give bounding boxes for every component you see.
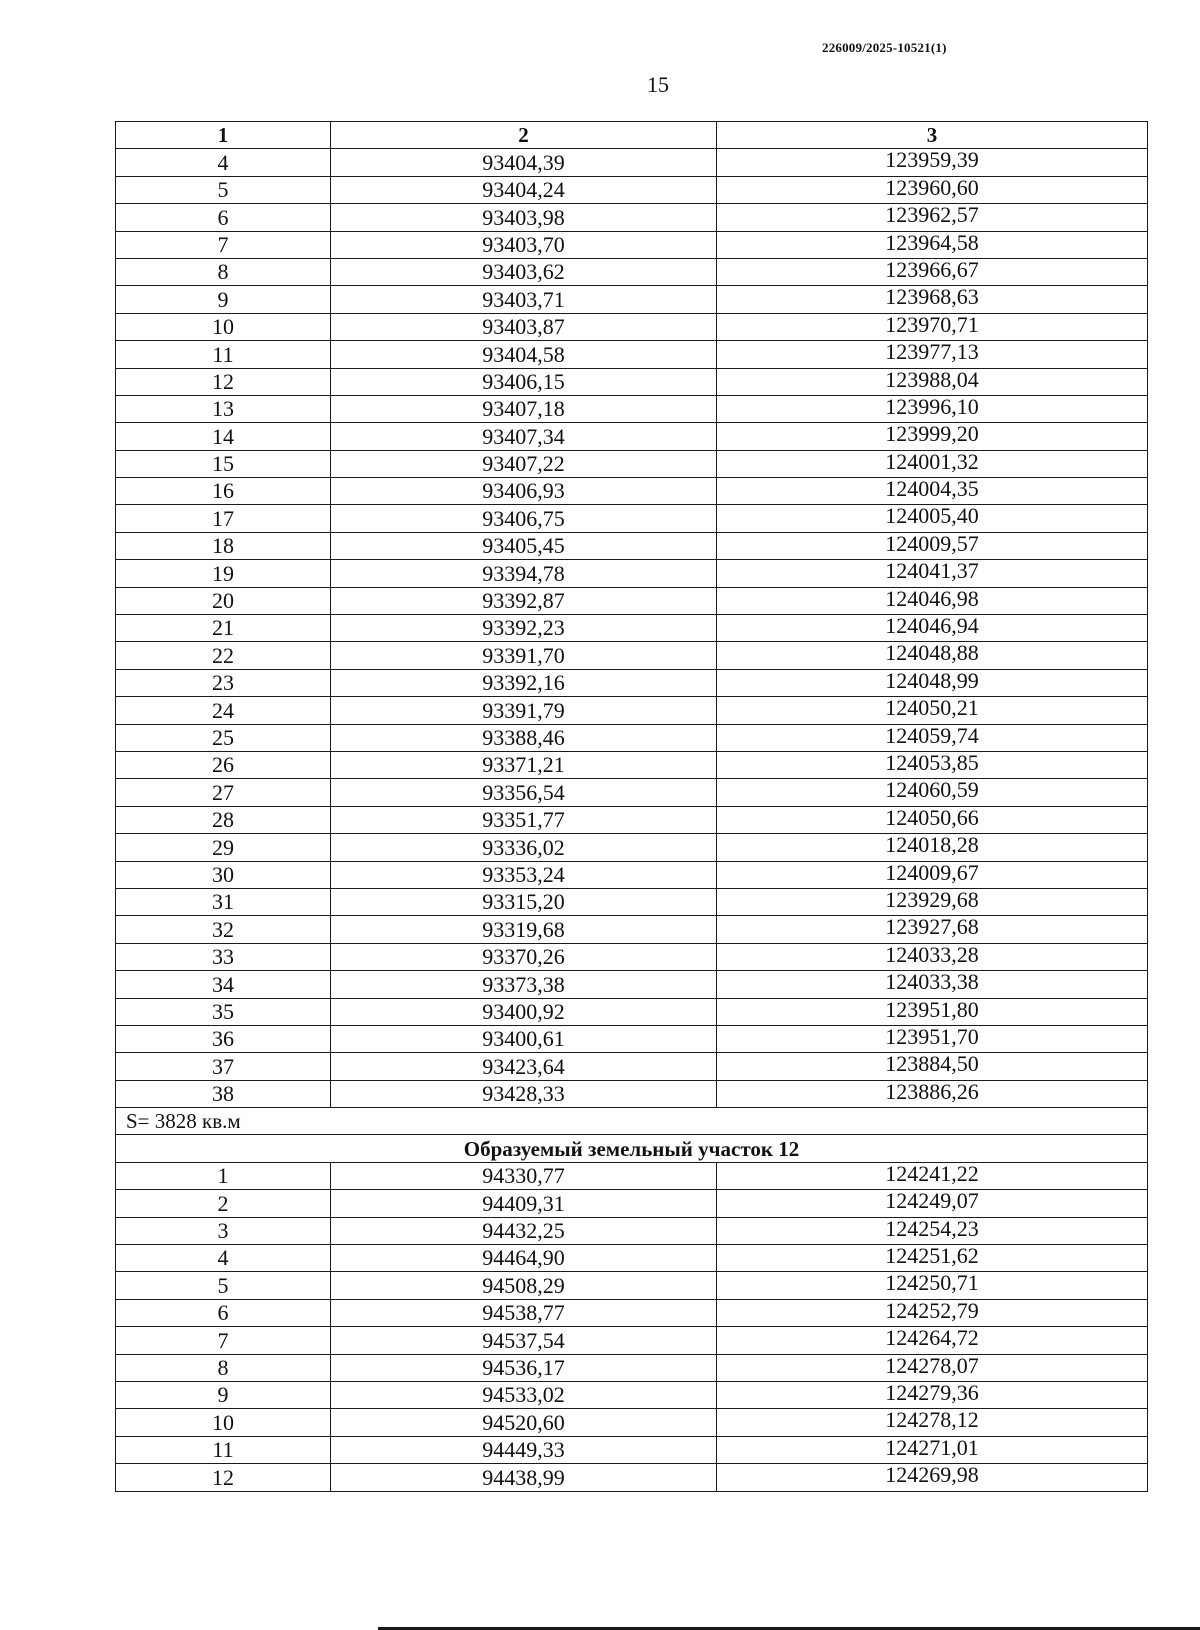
coordinate-y-cell: 124251,62 (717, 1245, 1148, 1272)
coordinate-x-cell: 93315,20 (331, 888, 717, 915)
area-label: S= 3828 кв.м (116, 1108, 1148, 1135)
coordinate-y-cell: 124050,66 (717, 806, 1148, 833)
coordinate-x-cell: 93391,70 (331, 642, 717, 669)
point-number-cell: 11 (116, 1436, 331, 1463)
point-number-cell: 8 (116, 1354, 331, 1381)
coordinate-y-cell: 124264,72 (717, 1327, 1148, 1354)
coordinate-x-cell: 93428,33 (331, 1080, 717, 1107)
coordinate-x-cell: 94538,77 (331, 1299, 717, 1326)
point-number-cell: 31 (116, 888, 331, 915)
point-number-cell: 13 (116, 395, 331, 422)
coordinate-x-cell: 93392,23 (331, 615, 717, 642)
point-number-cell: 10 (116, 313, 331, 340)
coordinate-y-cell: 124009,67 (717, 861, 1148, 888)
table-row (116, 998, 1148, 1025)
coordinate-x-cell: 94330,77 (331, 1162, 717, 1189)
point-number-cell: 1 (116, 1162, 331, 1189)
coordinate-x-cell: 93404,39 (331, 149, 717, 176)
point-number-cell: 6 (116, 204, 331, 231)
coordinate-y-cell: 123951,80 (717, 998, 1148, 1025)
coordinate-x-cell: 93392,16 (331, 669, 717, 696)
point-number-cell: 5 (116, 176, 331, 203)
table-row (116, 587, 1148, 614)
table-row (116, 231, 1148, 258)
coordinate-y-cell: 124278,07 (717, 1354, 1148, 1381)
column-header-2: 2 (331, 122, 717, 149)
coordinate-x-cell: 94520,60 (331, 1409, 717, 1436)
rows-section-b (116, 1162, 1148, 1491)
point-number-cell: 12 (116, 1464, 331, 1491)
coordinate-x-cell: 93400,61 (331, 1025, 717, 1052)
coordinate-y-cell: 124033,28 (717, 943, 1148, 970)
coordinate-y-cell: 123966,67 (717, 258, 1148, 285)
table-header-row (116, 122, 1148, 149)
table-row (116, 1080, 1148, 1107)
point-number-cell: 4 (116, 149, 331, 176)
table-row (116, 642, 1148, 669)
table-row (116, 888, 1148, 915)
coordinate-x-cell: 93353,24 (331, 861, 717, 888)
table-row (116, 1272, 1148, 1299)
coordinate-y-cell: 124250,71 (717, 1272, 1148, 1299)
table-row (116, 724, 1148, 751)
coordinate-x-cell: 94533,02 (331, 1381, 717, 1408)
coordinate-x-cell: 94432,25 (331, 1217, 717, 1244)
point-number-cell: 36 (116, 1025, 331, 1052)
coordinate-y-cell: 124050,21 (717, 697, 1148, 724)
coordinate-y-cell: 124254,23 (717, 1217, 1148, 1244)
coordinate-y-cell: 124001,32 (717, 450, 1148, 477)
coordinate-y-cell: 124048,99 (717, 669, 1148, 696)
table-row (116, 916, 1148, 943)
point-number-cell: 25 (116, 724, 331, 751)
coordinate-x-cell: 94508,29 (331, 1272, 717, 1299)
coordinate-y-cell: 123964,58 (717, 231, 1148, 258)
point-number-cell: 38 (116, 1080, 331, 1107)
coordinate-y-cell: 124059,74 (717, 724, 1148, 751)
coordinate-x-cell: 94464,90 (331, 1245, 717, 1272)
table-row (116, 806, 1148, 833)
coordinate-y-cell: 123968,63 (717, 286, 1148, 313)
coordinate-y-cell: 124004,35 (717, 478, 1148, 505)
coordinate-x-cell: 93406,93 (331, 478, 717, 505)
point-number-cell: 4 (116, 1245, 331, 1272)
coordinate-x-cell: 94536,17 (331, 1354, 717, 1381)
table-row (116, 1190, 1148, 1217)
point-number-cell: 33 (116, 943, 331, 970)
coordinate-y-cell: 123960,60 (717, 176, 1148, 203)
coordinate-y-cell: 124053,85 (717, 751, 1148, 778)
coordinate-y-cell: 124018,28 (717, 834, 1148, 861)
table-row (116, 1025, 1148, 1052)
point-number-cell: 3 (116, 1217, 331, 1244)
coordinate-y-cell: 123929,68 (717, 888, 1148, 915)
point-number-cell: 6 (116, 1299, 331, 1326)
point-number-cell: 15 (116, 450, 331, 477)
summary-section (116, 1108, 1148, 1163)
point-number-cell: 19 (116, 560, 331, 587)
column-header-1: 1 (116, 122, 331, 149)
coordinate-x-cell: 93407,18 (331, 395, 717, 422)
coordinate-y-cell: 124033,38 (717, 971, 1148, 998)
document-number: 226009/2025-10521(1) (822, 40, 947, 55)
coordinate-x-cell: 94438,99 (331, 1464, 717, 1491)
coordinate-x-cell: 93351,77 (331, 806, 717, 833)
coordinate-y-cell: 124046,98 (717, 587, 1148, 614)
table-row (116, 176, 1148, 203)
coordinate-y-cell: 123988,04 (717, 368, 1148, 395)
coordinate-y-cell: 123959,39 (717, 149, 1148, 176)
table-row (116, 1053, 1148, 1080)
table-row (116, 395, 1148, 422)
point-number-cell: 24 (116, 697, 331, 724)
table-row (116, 1436, 1148, 1463)
coordinate-y-cell: 124009,57 (717, 532, 1148, 559)
coordinate-x-cell: 93404,58 (331, 341, 717, 368)
section-title: Образуемый земельный участок 12 (116, 1135, 1148, 1162)
table-row (116, 779, 1148, 806)
table-row (116, 204, 1148, 231)
coordinate-x-cell: 93406,75 (331, 505, 717, 532)
coordinate-y-cell: 123951,70 (717, 1025, 1148, 1052)
table-row (116, 943, 1148, 970)
table-row (116, 861, 1148, 888)
table-row (116, 450, 1148, 477)
coordinate-y-cell: 124041,37 (717, 560, 1148, 587)
section-title-row (116, 1135, 1148, 1162)
coordinate-y-cell: 124252,79 (717, 1299, 1148, 1326)
coordinate-y-cell: 124241,22 (717, 1162, 1148, 1189)
point-number-cell: 9 (116, 1381, 331, 1408)
coordinate-y-cell: 124046,94 (717, 615, 1148, 642)
coordinate-y-cell: 123962,57 (717, 204, 1148, 231)
point-number-cell: 18 (116, 532, 331, 559)
coordinate-x-cell: 93400,92 (331, 998, 717, 1025)
point-number-cell: 37 (116, 1053, 331, 1080)
table-row (116, 341, 1148, 368)
point-number-cell: 5 (116, 1272, 331, 1299)
coordinate-y-cell: 123999,20 (717, 423, 1148, 450)
coordinate-x-cell: 93406,15 (331, 368, 717, 395)
coordinate-y-cell: 123996,10 (717, 395, 1148, 422)
table-row (116, 697, 1148, 724)
coordinate-x-cell: 93404,24 (331, 176, 717, 203)
table-row (116, 1245, 1148, 1272)
coordinate-x-cell: 93336,02 (331, 834, 717, 861)
coordinate-x-cell: 94449,33 (331, 1436, 717, 1463)
table-row (116, 286, 1148, 313)
column-header-3: 3 (717, 122, 1148, 149)
table-row (116, 505, 1148, 532)
table-row (116, 149, 1148, 176)
point-number-cell: 28 (116, 806, 331, 833)
coordinate-x-cell: 94537,54 (331, 1327, 717, 1354)
coordinate-y-cell: 124278,12 (717, 1409, 1148, 1436)
coordinate-x-cell: 93391,79 (331, 697, 717, 724)
coordinate-x-cell: 93388,46 (331, 724, 717, 751)
coordinate-x-cell: 93403,71 (331, 286, 717, 313)
coordinate-x-cell: 93403,98 (331, 204, 717, 231)
coordinate-x-cell: 93403,87 (331, 313, 717, 340)
coordinate-y-cell: 123970,71 (717, 313, 1148, 340)
coordinate-x-cell: 93371,21 (331, 751, 717, 778)
coordinate-y-cell: 124060,59 (717, 779, 1148, 806)
coordinate-y-cell: 124269,98 (717, 1464, 1148, 1491)
table-row (116, 532, 1148, 559)
coordinate-x-cell: 93423,64 (331, 1053, 717, 1080)
table-row (116, 423, 1148, 450)
coordinate-x-cell: 93356,54 (331, 779, 717, 806)
rows-section-a (116, 149, 1148, 1108)
point-number-cell: 35 (116, 998, 331, 1025)
table-row (116, 1464, 1148, 1491)
table-row (116, 1299, 1148, 1326)
point-number-cell: 7 (116, 1327, 331, 1354)
point-number-cell: 22 (116, 642, 331, 669)
coordinate-y-cell: 123927,68 (717, 916, 1148, 943)
area-row (116, 1108, 1148, 1135)
coordinate-x-cell: 93319,68 (331, 916, 717, 943)
point-number-cell: 30 (116, 861, 331, 888)
point-number-cell: 23 (116, 669, 331, 696)
coordinate-y-cell: 123886,26 (717, 1080, 1148, 1107)
coordinate-y-cell: 123884,50 (717, 1053, 1148, 1080)
coordinate-x-cell: 93403,62 (331, 258, 717, 285)
coordinate-x-cell: 93407,34 (331, 423, 717, 450)
coordinate-x-cell: 93403,70 (331, 231, 717, 258)
point-number-cell: 34 (116, 971, 331, 998)
coordinate-y-cell: 123977,13 (717, 341, 1148, 368)
point-number-cell: 2 (116, 1190, 331, 1217)
point-number-cell: 26 (116, 751, 331, 778)
coordinate-x-cell: 93394,78 (331, 560, 717, 587)
table-row (116, 258, 1148, 285)
point-number-cell: 8 (116, 258, 331, 285)
coordinate-x-cell: 93407,22 (331, 450, 717, 477)
point-number-cell: 9 (116, 286, 331, 313)
table-row (116, 1327, 1148, 1354)
table-row (116, 1217, 1148, 1244)
coordinate-x-cell: 94409,31 (331, 1190, 717, 1217)
point-number-cell: 16 (116, 478, 331, 505)
table-row (116, 669, 1148, 696)
table-row (116, 971, 1148, 998)
table-row (116, 1409, 1148, 1436)
point-number-cell: 21 (116, 615, 331, 642)
coordinate-x-cell: 93370,26 (331, 943, 717, 970)
point-number-cell: 29 (116, 834, 331, 861)
table-row (116, 478, 1148, 505)
page-number: 15 (647, 72, 669, 97)
point-number-cell: 17 (116, 505, 331, 532)
point-number-cell: 27 (116, 779, 331, 806)
coordinate-y-cell: 124249,07 (717, 1190, 1148, 1217)
point-number-cell: 7 (116, 231, 331, 258)
table-row (116, 368, 1148, 395)
coordinate-y-cell: 124271,01 (717, 1436, 1148, 1463)
coordinate-x-cell: 93392,87 (331, 587, 717, 614)
table-row (116, 1354, 1148, 1381)
table-row (116, 1162, 1148, 1189)
table-row (116, 751, 1148, 778)
point-number-cell: 32 (116, 916, 331, 943)
coordinate-y-cell: 124279,36 (717, 1381, 1148, 1408)
table-row (116, 1381, 1148, 1408)
coordinate-x-cell: 93405,45 (331, 532, 717, 559)
point-number-cell: 11 (116, 341, 331, 368)
coordinate-y-cell: 124005,40 (717, 505, 1148, 532)
coordinates-table (115, 121, 1148, 1492)
table-row (116, 615, 1148, 642)
coordinate-x-cell: 93373,38 (331, 971, 717, 998)
point-number-cell: 10 (116, 1409, 331, 1436)
table-row (116, 313, 1148, 340)
point-number-cell: 20 (116, 587, 331, 614)
point-number-cell: 14 (116, 423, 331, 450)
table-row (116, 560, 1148, 587)
table-row (116, 834, 1148, 861)
coordinate-y-cell: 124048,88 (717, 642, 1148, 669)
point-number-cell: 12 (116, 368, 331, 395)
